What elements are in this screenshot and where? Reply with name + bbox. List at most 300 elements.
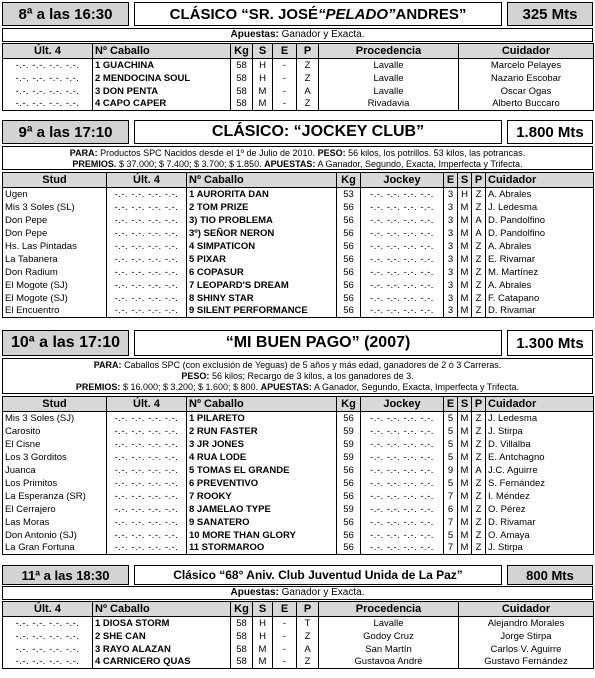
- table-body: [3, 617, 594, 669]
- table-row: [3, 529, 594, 542]
- apuestas-text: A Ganador, Segundo, Exacta, Imperfecta y Trifecta.: [317, 159, 523, 169]
- horse-cell: 4 CARNICERO QUAS: [93, 656, 231, 669]
- e-cell: -: [273, 59, 297, 72]
- table-row: [3, 85, 594, 98]
- p-cell: Z: [297, 656, 319, 669]
- cuidador-cell: Nazario Escobar: [459, 72, 594, 85]
- s-cell: M: [458, 542, 472, 555]
- table-header: [3, 44, 594, 59]
- e-cell: 3: [444, 201, 458, 214]
- ult4-cell: -.-. -.-. -.-. -.-.: [3, 85, 93, 98]
- stud-cell: El Mogote (SJ): [3, 292, 107, 305]
- kg-cell: 59: [337, 451, 361, 464]
- entries-table: [2, 396, 594, 555]
- e-cell: -: [273, 630, 297, 643]
- s-cell: M: [458, 425, 472, 438]
- kg-cell: 56: [337, 542, 361, 555]
- table-row: [3, 542, 594, 555]
- horse-cell: 3 DON PENTA: [93, 85, 231, 98]
- table-row: [3, 201, 594, 214]
- cuidador-cell: Alberto Buccaro: [459, 98, 594, 111]
- horse-cell: 1 AURORITA DAN: [187, 188, 337, 201]
- horse-cell: 6 PREVENTIVO: [187, 477, 337, 490]
- jockey-cell: -.-. -.-. -.-. -.-.: [361, 425, 444, 438]
- ult4-cell: -.-. -.-. -.-. -.-.: [3, 656, 93, 669]
- jockey-cell: -.-. -.-. -.-. -.-.: [361, 516, 444, 529]
- p-cell: A: [297, 85, 319, 98]
- title-part-1: CLÁSICO “SR. JOSÉ: [169, 5, 318, 23]
- p-cell: A: [472, 464, 486, 477]
- stud-cell: La Gran Fortuna: [3, 542, 107, 555]
- horse-cell: 2 SHE CAN: [93, 630, 231, 643]
- procedencia-cell: Lavalle: [319, 85, 459, 98]
- ult4-cell: -.-. -.-. -.-. -.-.: [107, 516, 187, 529]
- e-cell: 3: [444, 292, 458, 305]
- e-cell: -: [273, 98, 297, 111]
- cuidador-cell: D. Rivamar: [486, 305, 594, 318]
- ult4-cell: -.-. -.-. -.-. -.-.: [107, 477, 187, 490]
- table-row: [3, 98, 594, 111]
- cuidador-cell: I. Méndez: [486, 490, 594, 503]
- ult4-cell: -.-. -.-. -.-. -.-.: [3, 643, 93, 656]
- race-title: Clásico “68° Aniv. Club Juventud Unida de La Paz”: [134, 565, 502, 585]
- table-row: [3, 72, 594, 85]
- procedencia-cell: Lavalle: [319, 59, 459, 72]
- procedencia-cell: San Martín: [319, 643, 459, 656]
- col-s: S: [253, 602, 273, 617]
- e-cell: -: [273, 656, 297, 669]
- p-cell: Z: [472, 516, 486, 529]
- horse-cell: 11 STORMAROO: [187, 542, 337, 555]
- stud-cell: Don Pepe: [3, 227, 107, 240]
- jockey-cell: -.-. -.-. -.-. -.-.: [361, 240, 444, 253]
- kg-cell: 58: [231, 59, 253, 72]
- e-cell: 5: [444, 425, 458, 438]
- bets-info: [2, 586, 593, 600]
- horse-cell: 3º) SEÑOR NERON: [187, 227, 337, 240]
- e-cell: 7: [444, 516, 458, 529]
- ult4-cell: -.-. -.-. -.-. -.-.: [107, 529, 187, 542]
- kg-cell: 56: [337, 227, 361, 240]
- race-number-time: 11ª a las 18:30: [2, 565, 129, 585]
- procedencia-cell: Rivadavia: [319, 98, 459, 111]
- conditions-line-1: [3, 148, 592, 159]
- ult4-cell: -.-. -.-. -.-. -.-.: [107, 292, 187, 305]
- stud-cell: El Cerrajero: [3, 503, 107, 516]
- s-cell: M: [458, 412, 472, 425]
- bets-label: Apuestas:: [230, 587, 279, 598]
- ult4-cell: -.-. -.-. -.-. -.-.: [107, 240, 187, 253]
- kg-cell: 56: [337, 305, 361, 318]
- s-cell: M: [458, 227, 472, 240]
- col-caballo: Nº Caballo: [93, 44, 231, 59]
- conditions-line-3: [3, 382, 592, 393]
- kg-cell: 58: [231, 85, 253, 98]
- horse-cell: 3) TIO PROBLEMA: [187, 214, 337, 227]
- ult4-cell: -.-. -.-. -.-. -.-.: [107, 305, 187, 318]
- race-distance: 800 Mts: [507, 565, 593, 585]
- col-ult4: Últ. 4: [3, 602, 93, 617]
- stud-cell: La Tabanera: [3, 253, 107, 266]
- s-cell: M: [253, 656, 273, 669]
- cuidador-cell: J. Ledesma: [486, 201, 594, 214]
- stud-cell: Don Pepe: [3, 214, 107, 227]
- s-cell: M: [458, 516, 472, 529]
- race-title: “MI BUEN PAGO” (2007): [134, 330, 502, 356]
- p-cell: Z: [472, 253, 486, 266]
- race-number-time: 8ª a las 16:30: [2, 2, 129, 26]
- title-part-italic: “PELADO”: [318, 5, 396, 23]
- col-cuidador: Cuidador: [486, 173, 594, 188]
- stud-cell: Don Radium: [3, 266, 107, 279]
- e-cell: 9: [444, 464, 458, 477]
- table-header: [3, 173, 594, 188]
- jockey-cell: -.-. -.-. -.-. -.-.: [361, 227, 444, 240]
- p-cell: Z: [472, 503, 486, 516]
- kg-cell: 56: [337, 240, 361, 253]
- cuidador-cell: A. Abrales: [486, 240, 594, 253]
- stud-cell: Ugen: [3, 188, 107, 201]
- race-conditions: [2, 146, 593, 170]
- race-conditions: [2, 358, 593, 394]
- e-cell: 5: [444, 529, 458, 542]
- p-cell: Z: [297, 72, 319, 85]
- jockey-cell: -.-. -.-. -.-. -.-.: [361, 214, 444, 227]
- peso-label: PESO:: [317, 148, 346, 158]
- col-procedencia: Procedencia: [319, 602, 459, 617]
- p-cell: A: [472, 214, 486, 227]
- ult4-cell: -.-. -.-. -.-. -.-.: [107, 214, 187, 227]
- s-cell: M: [458, 451, 472, 464]
- cuidador-cell: D. Villalba: [486, 438, 594, 451]
- col-cuidador: Cuidador: [459, 602, 594, 617]
- horse-cell: 2 TOM PRIZE: [187, 201, 337, 214]
- s-cell: H: [253, 617, 273, 630]
- ult4-cell: -.-. -.-. -.-. -.-.: [107, 425, 187, 438]
- bets-label: Apuestas:: [230, 29, 279, 40]
- s-cell: M: [458, 529, 472, 542]
- horse-cell: 1 PILARETO: [187, 412, 337, 425]
- kg-cell: 59: [337, 438, 361, 451]
- kg-cell: 56: [337, 214, 361, 227]
- ult4-cell: -.-. -.-. -.-. -.-.: [107, 464, 187, 477]
- jockey-cell: -.-. -.-. -.-. -.-.: [361, 477, 444, 490]
- p-cell: Z: [472, 490, 486, 503]
- p-cell: T: [297, 617, 319, 630]
- s-cell: M: [458, 214, 472, 227]
- p-cell: Z: [472, 305, 486, 318]
- table-row: [3, 240, 594, 253]
- col-stud: Stud: [3, 397, 107, 412]
- e-cell: 5: [444, 438, 458, 451]
- cuidador-cell: Jorge Stirpa: [459, 630, 594, 643]
- jockey-cell: -.-. -.-. -.-. -.-.: [361, 266, 444, 279]
- stud-cell: Carosito: [3, 425, 107, 438]
- col-jockey: Jockey: [361, 397, 444, 412]
- apuestas-label: APUESTAS:: [264, 159, 316, 169]
- para-label: PARA:: [69, 148, 98, 158]
- premios-label: PREMIOS:: [75, 382, 121, 392]
- stud-cell: Los 3 Gorditos: [3, 451, 107, 464]
- cuidador-cell: Carlos V. Aguirre: [459, 643, 594, 656]
- s-cell: M: [458, 438, 472, 451]
- p-cell: Z: [472, 412, 486, 425]
- race-distance: 325 Mts: [507, 2, 593, 26]
- cuidador-cell: E. Rivamar: [486, 253, 594, 266]
- horse-cell: 6 COPASUR: [187, 266, 337, 279]
- p-cell: A: [472, 227, 486, 240]
- col-p: P: [297, 44, 319, 59]
- e-cell: 6: [444, 503, 458, 516]
- cuidador-cell: D. Rivamar: [486, 516, 594, 529]
- table-body: [3, 188, 594, 318]
- cuidador-cell: M. Martínez: [486, 266, 594, 279]
- cuidador-cell: E. Antchagno: [486, 451, 594, 464]
- kg-cell: 56: [337, 279, 361, 292]
- s-cell: M: [458, 292, 472, 305]
- jockey-cell: -.-. -.-. -.-. -.-.: [361, 490, 444, 503]
- table-row: [3, 412, 594, 425]
- ult4-cell: -.-. -.-. -.-. -.-.: [107, 412, 187, 425]
- table-row: [3, 630, 594, 643]
- jockey-cell: -.-. -.-. -.-. -.-.: [361, 438, 444, 451]
- table-row: [3, 516, 594, 529]
- col-s: S: [458, 397, 472, 412]
- p-cell: Z: [472, 477, 486, 490]
- title-part-2: ANDRES”: [395, 5, 467, 23]
- p-cell: Z: [472, 451, 486, 464]
- e-cell: -: [273, 72, 297, 85]
- cuidador-cell: D. Pandolfino: [486, 214, 594, 227]
- kg-cell: 56: [337, 412, 361, 425]
- stud-cell: Los Primitos: [3, 477, 107, 490]
- cuidador-cell: J. Stirpa: [486, 542, 594, 555]
- procedencia-cell: Lavalle: [319, 72, 459, 85]
- table-row: [3, 292, 594, 305]
- cuidador-cell: O. Amaya: [486, 529, 594, 542]
- cuidador-cell: D. Pandolfino: [486, 227, 594, 240]
- e-cell: 5: [444, 477, 458, 490]
- s-cell: M: [253, 643, 273, 656]
- ult4-cell: -.-. -.-. -.-. -.-.: [3, 72, 93, 85]
- jockey-cell: -.-. -.-. -.-. -.-.: [361, 503, 444, 516]
- horse-cell: 10 MORE THAN GLORY: [187, 529, 337, 542]
- horse-cell: 8 JAMELAO TYPE: [187, 503, 337, 516]
- premios-label: PREMIOS.: [72, 159, 117, 169]
- kg-cell: 58: [231, 72, 253, 85]
- conditions-line-1: [3, 360, 592, 371]
- ult4-cell: -.-. -.-. -.-. -.-.: [3, 630, 93, 643]
- jockey-cell: -.-. -.-. -.-. -.-.: [361, 201, 444, 214]
- conditions-line-2: [3, 159, 592, 170]
- race-10: [0, 330, 595, 554]
- p-cell: Z: [297, 59, 319, 72]
- cuidador-cell: J. Stirpa: [486, 425, 594, 438]
- stud-cell: Juanca: [3, 464, 107, 477]
- race-title: [134, 2, 502, 26]
- kg-cell: 56: [337, 516, 361, 529]
- s-cell: M: [458, 464, 472, 477]
- procedencia-cell: Lavalle: [319, 617, 459, 630]
- race-number-time: 9ª a las 17:10: [2, 120, 129, 144]
- cuidador-cell: S. Fernández: [486, 477, 594, 490]
- col-caballo: Nº Caballo: [93, 602, 231, 617]
- cuidador-cell: A. Abrales: [486, 188, 594, 201]
- jockey-cell: -.-. -.-. -.-. -.-.: [361, 529, 444, 542]
- p-cell: Z: [297, 630, 319, 643]
- s-cell: H: [458, 188, 472, 201]
- table-row: [3, 643, 594, 656]
- ult4-cell: -.-. -.-. -.-. -.-.: [107, 438, 187, 451]
- stud-cell: El Encuentro: [3, 305, 107, 318]
- apuestas-text: A Ganador, Segundo, Exacta, Imperfecta y Trifecta.: [313, 382, 520, 392]
- s-cell: M: [253, 85, 273, 98]
- ult4-cell: -.-. -.-. -.-. -.-.: [107, 490, 187, 503]
- col-kg: Kg: [337, 173, 361, 188]
- table-row: [3, 438, 594, 451]
- jockey-cell: -.-. -.-. -.-. -.-.: [361, 542, 444, 555]
- cuidador-cell: Oscar Ogas: [459, 85, 594, 98]
- cuidador-cell: Marcelo Pelayes: [459, 59, 594, 72]
- s-cell: H: [253, 630, 273, 643]
- entries-table: [2, 43, 594, 111]
- stud-cell: Las Moras: [3, 516, 107, 529]
- stud-cell: Don Antonio (SJ): [3, 529, 107, 542]
- table-row: [3, 425, 594, 438]
- table-row: [3, 59, 594, 72]
- horse-cell: 9 SILENT PERFORMANCE: [187, 305, 337, 318]
- table-row: [3, 266, 594, 279]
- jockey-cell: -.-. -.-. -.-. -.-.: [361, 253, 444, 266]
- col-cuidador: Cuidador: [486, 397, 594, 412]
- s-cell: M: [458, 490, 472, 503]
- table-row: [3, 656, 594, 669]
- horse-cell: 9 SANATERO: [187, 516, 337, 529]
- ult4-cell: -.-. -.-. -.-. -.-.: [107, 253, 187, 266]
- apuestas-label: APUESTAS:: [260, 382, 312, 392]
- horse-cell: 3 JR JONES: [187, 438, 337, 451]
- jockey-cell: -.-. -.-. -.-. -.-.: [361, 305, 444, 318]
- horse-cell: 7 LEOPARD'S DREAM: [187, 279, 337, 292]
- cuidador-cell: J.C. Aguirre: [486, 464, 594, 477]
- col-kg: Kg: [231, 602, 253, 617]
- col-s: S: [253, 44, 273, 59]
- race-9: [0, 120, 595, 317]
- s-cell: M: [458, 201, 472, 214]
- e-cell: 5: [444, 451, 458, 464]
- horse-cell: 1 GUACHINA: [93, 59, 231, 72]
- stud-cell: El Cisne: [3, 438, 107, 451]
- col-kg: Kg: [337, 397, 361, 412]
- ult4-cell: -.-. -.-. -.-. -.-.: [107, 266, 187, 279]
- col-s: S: [458, 173, 472, 188]
- cuidador-cell: A. Abrales: [486, 279, 594, 292]
- p-cell: Z: [472, 201, 486, 214]
- jockey-cell: -.-. -.-. -.-. -.-.: [361, 412, 444, 425]
- kg-cell: 58: [231, 643, 253, 656]
- ult4-cell: -.-. -.-. -.-. -.-.: [107, 503, 187, 516]
- table-body: [3, 59, 594, 111]
- col-e: E: [444, 173, 458, 188]
- s-cell: M: [253, 98, 273, 111]
- premios-text: $ 16.000; $ 3.200; $ 1.600; $ 800.: [122, 382, 259, 392]
- kg-cell: 59: [337, 503, 361, 516]
- col-e: E: [273, 44, 297, 59]
- premios-text: $ 37.000; $ 7.400; $ 3.700; $ 1.850.: [118, 159, 262, 169]
- stud-cell: Mis 3 Soles (SJ): [3, 412, 107, 425]
- jockey-cell: -.-. -.-. -.-. -.-.: [361, 279, 444, 292]
- s-cell: H: [253, 72, 273, 85]
- bets-text: Ganador y Exacta.: [281, 29, 365, 40]
- p-cell: A: [297, 643, 319, 656]
- e-cell: 3: [444, 266, 458, 279]
- peso-text: 56 kilos, los potrillos. 53 kilos, las potrancas.: [348, 148, 526, 158]
- p-cell: Z: [472, 240, 486, 253]
- table-row: [3, 227, 594, 240]
- bets-info: [2, 28, 593, 42]
- stud-cell: Mis 3 Soles (SL): [3, 201, 107, 214]
- p-cell: Z: [472, 279, 486, 292]
- table-row: [3, 451, 594, 464]
- kg-cell: 53: [337, 188, 361, 201]
- e-cell: 3: [444, 253, 458, 266]
- ult4-cell: -.-. -.-. -.-. -.-.: [107, 227, 187, 240]
- ult4-cell: -.-. -.-. -.-. -.-.: [107, 279, 187, 292]
- ult4-cell: -.-. -.-. -.-. -.-.: [3, 617, 93, 630]
- ult4-cell: -.-. -.-. -.-. -.-.: [107, 201, 187, 214]
- e-cell: 3: [444, 279, 458, 292]
- race-8: [0, 2, 595, 110]
- table-row: [3, 214, 594, 227]
- jockey-cell: -.-. -.-. -.-. -.-.: [361, 451, 444, 464]
- e-cell: 3: [444, 214, 458, 227]
- e-cell: -: [273, 643, 297, 656]
- para-text: Productos SPC Nacidos desde el 1º de Julio de 2010.: [100, 148, 316, 158]
- horse-cell: 2 RUN FASTER: [187, 425, 337, 438]
- kg-cell: 56: [337, 292, 361, 305]
- table-row: [3, 490, 594, 503]
- col-cuidador: Cuidador: [459, 44, 594, 59]
- table-body: [3, 412, 594, 555]
- kg-cell: 56: [337, 266, 361, 279]
- stud-cell: La Esperanza (SR): [3, 490, 107, 503]
- e-cell: 3: [444, 305, 458, 318]
- bets-text: Ganador y Exacta.: [281, 587, 365, 598]
- kg-cell: 58: [231, 98, 253, 111]
- table-row: [3, 253, 594, 266]
- conditions-line-2: [3, 371, 592, 382]
- s-cell: M: [458, 266, 472, 279]
- kg-cell: 56: [337, 477, 361, 490]
- cuidador-cell: Gustavo Fernández: [459, 656, 594, 669]
- kg-cell: 56: [337, 464, 361, 477]
- e-cell: -: [273, 617, 297, 630]
- horse-cell: 8 SHINY STAR: [187, 292, 337, 305]
- col-p: P: [297, 602, 319, 617]
- jockey-cell: -.-. -.-. -.-. -.-.: [361, 292, 444, 305]
- e-cell: -: [273, 85, 297, 98]
- kg-cell: 58: [231, 617, 253, 630]
- e-cell: 7: [444, 490, 458, 503]
- horse-cell: 4 CAPO CAPER: [93, 98, 231, 111]
- race-distance: 1.800 Mts: [507, 120, 593, 144]
- ult4-cell: -.-. -.-. -.-. -.-.: [107, 451, 187, 464]
- race-number-time: 10ª a las 17:10: [2, 330, 129, 356]
- jockey-cell: -.-. -.-. -.-. -.-.: [361, 464, 444, 477]
- e-cell: 3: [444, 188, 458, 201]
- cuidador-cell: J. Ledesma: [486, 412, 594, 425]
- col-ult4: Últ. 4: [107, 397, 187, 412]
